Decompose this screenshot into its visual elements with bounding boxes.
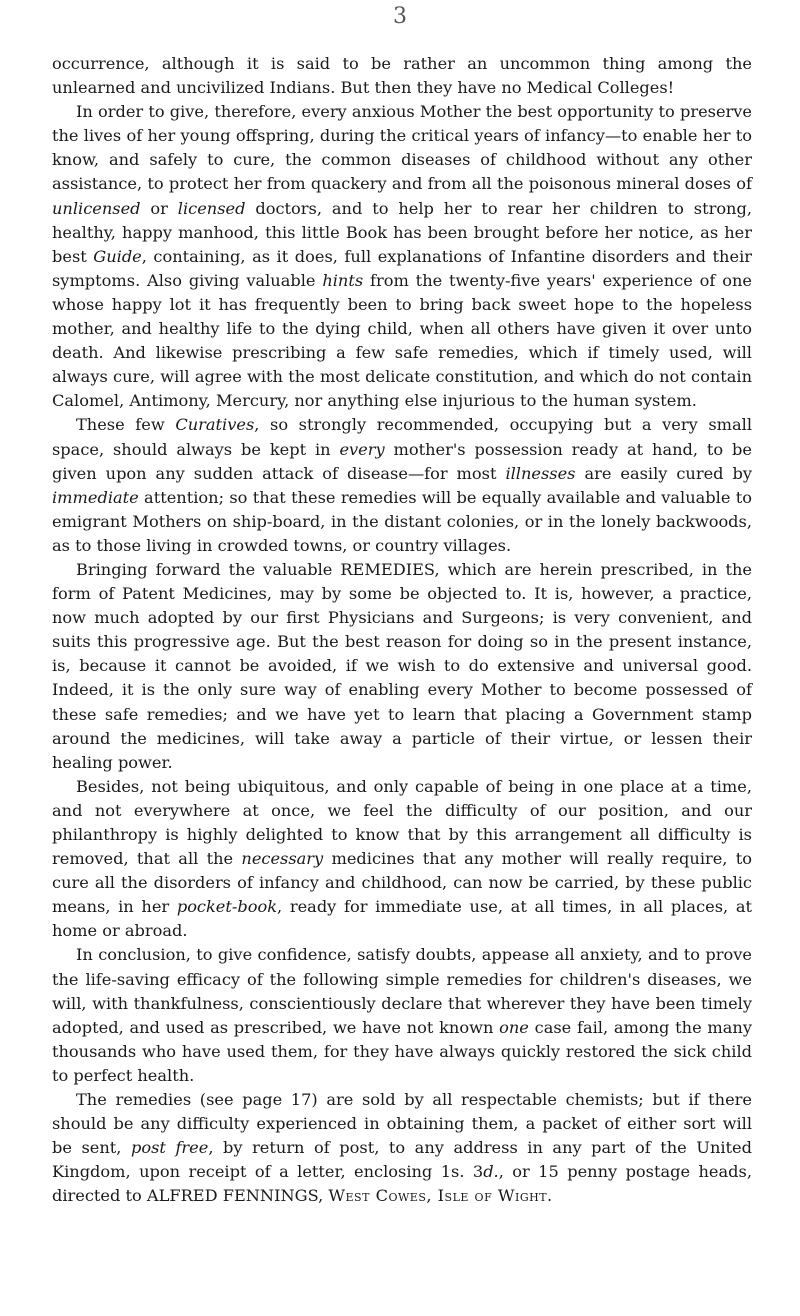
text-run: case fail, among the many thousands who have used them, for they have always quickly restored the sick child to perfect health. — [52, 1017, 752, 1085]
italic-phrase: hints — [322, 270, 364, 290]
italic-phrase: necessary — [241, 849, 324, 869]
paragraph — [52, 413, 752, 558]
text-run: The remedies (see page 17) are sold by all respectable chemists; but if there should be any difficulty experienced in obtaining them, a packet of either sort will be sent, — [52, 1090, 752, 1158]
italic-phrase: licensed — [177, 198, 246, 218]
text-run: from the twenty-five years' experience of one whose happy lot it has frequently been to bring back sweet hope to the hopeless mother, and healthy life to the dying child, when all others have given it over unto death. And likewise prescribing a few safe remedies, which if timely used, will always cure, will agree with the most delicate constitution, and which do not contain Calomel, Antimony, Mercury, nor anything else injurious to the human system. — [52, 270, 752, 411]
text-run: , containing, as it does, full explanations of Infantine disorders and their symptoms. Also giving valuable — [52, 246, 752, 290]
text-run: , so strongly recommended, occupying but a very small space, should always be kept in — [52, 415, 752, 459]
body-text — [52, 52, 752, 1209]
italic-phrase: Guide — [93, 246, 142, 266]
paragraph — [52, 775, 752, 944]
text-run: , or 15 penny postage heads, directed to ALFRED FENNINGS, — [52, 1162, 752, 1206]
italic-phrase: post free — [130, 1138, 209, 1158]
italic-phrase: pocket-book — [176, 897, 278, 917]
text-run: In conclusion, to give confidence, satisfy doubts, appease all anxiety, and to prove the life-saving efficacy of the following simple remedies for children's diseases, we will, with thankfulness, conscientiously declare that wherever they have been timely adopted, and used as prescribed, we have not known — [52, 945, 752, 1037]
paragraph — [52, 943, 752, 1088]
text-run: attention; so that these remedies will be equally available and valuable to emigrant Mothers on ship-board, in the distant colonies, or in the lonely backwoods, as to those living in crowded towns, or country villages. — [52, 487, 752, 555]
italic-phrase: one — [499, 1017, 529, 1037]
paragraph — [52, 52, 752, 100]
paragraph — [52, 558, 752, 775]
italic-phrase: every — [339, 439, 385, 459]
small-caps-phrase: West Cowes, Isle of Wight. — [328, 1186, 553, 1206]
text-run: occurrence, although it is said to be rather an uncommon thing among the unlearned and uncivilized Indians. But then they have no Medical Colleges! — [52, 54, 752, 98]
text-run: Besides, not being ubiquitous, and only capable of being in one place at a time, and not everywhere at once, we feel the difficulty of our position, and our philanthropy is highly delighted to know that by this arrangement all difficulty is removed, that all the — [52, 776, 752, 869]
text-run: Bringing forward the valuable REMEDIES, which are herein prescribed, in the form of Patent Medicines, may by some be objected to. It is, however, a practice, now much adopted by our first Physicians and Surgeons; is very convenient, and suits this progressive age. But the best reason for doing so in the present instance, is, because it cannot be avoided, if we wish to do extensive and universal good. Indeed, it is the only sure way of enabling every Mother to become possessed of these safe remedies; and we have yet to learn that placing a Government stamp around the medicines, will take away a particle of their virtue, or lessen their healing power. — [52, 559, 752, 772]
italic-phrase: illnesses — [505, 463, 576, 483]
text-run: medicines that any mother will really require, to cure all the disorders of infancy and childhood, can now be carried, by these public means, in her — [52, 849, 752, 917]
paragraph — [52, 100, 752, 413]
italic-phrase: Curatives — [175, 415, 255, 435]
italic-phrase: unlicensed — [52, 198, 141, 218]
page-number: 3 — [393, 4, 407, 29]
text-run: , ready for immediate use, at all times, in all places, at home or abroad. — [52, 897, 752, 941]
italic-phrase: d. — [483, 1162, 499, 1182]
text-run: are easily cured by — [575, 463, 752, 483]
text-run: or — [140, 198, 178, 218]
italic-phrase: immediate — [52, 487, 139, 507]
text-run: , by return of post, to any address in any part of the United Kingdom, upon receipt of a letter, enclosing 1s. 3 — [52, 1138, 752, 1182]
text-run: In order to give, therefore, every anxious Mother the best opportunity to preserve the lives of her young offspring, during the critical years of infancy—to enable her to know, and safely to cure, the common diseases of childhood without any other assistance, to protect her from quackery and from all the poisonous mineral doses of — [52, 102, 752, 194]
text-run: These few — [76, 415, 176, 435]
paragraph — [52, 1088, 752, 1208]
text-run: mother's possession ready at hand, to be given upon any sudden attack of disease—for most — [52, 439, 753, 483]
text-run: doctors, and to help her to rear her children to strong, healthy, happy manhood, this little Book has been brought before her notice, as her best — [52, 198, 752, 266]
